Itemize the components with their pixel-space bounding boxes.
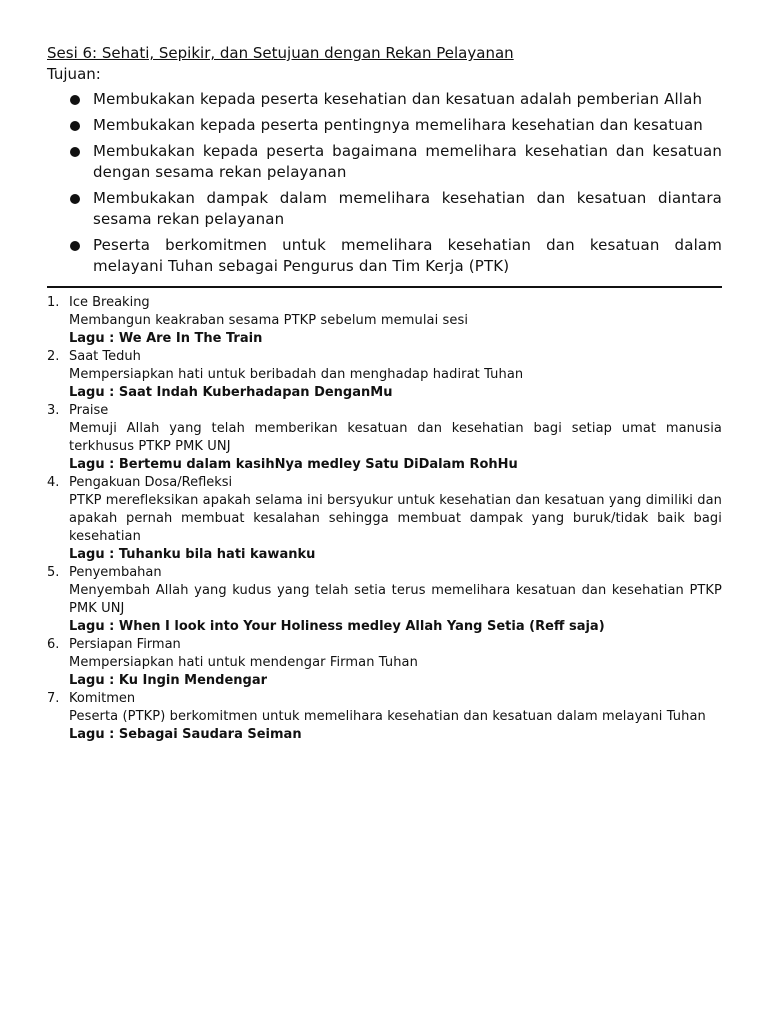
bullet-icon	[70, 194, 80, 204]
bullet-icon	[70, 95, 80, 105]
objective-text: Membukakan kepada peserta bagaimana memelihara kesehatian dan kesatuan dengan sesama rekan pelayanan	[93, 142, 722, 181]
section-divider	[47, 286, 722, 288]
objective-item	[47, 141, 722, 183]
objective-item	[47, 89, 722, 110]
objective-text: Membukakan kepada peserta kesehatian dan kesatuan adalah pemberian Allah	[93, 90, 703, 108]
bullet-icon	[70, 241, 80, 251]
agenda-item	[47, 474, 722, 564]
agenda-description: PTKP merefleksikan apakah selama ini bersyukur untuk kesehatian dan kesatuan yang dimiliki dan apakah pernah membuat kesalahan sehingga membuat dampak yang buruk/tidak baik bagi kesehatian	[69, 493, 722, 544]
document-page	[47, 43, 722, 744]
agenda-song: Lagu : We Are In The Train	[69, 331, 263, 346]
agenda-description: Membangun keakraban sesama PTKP sebelum memulai sesi	[69, 313, 469, 328]
agenda-number: 4.	[47, 475, 60, 490]
objective-item	[47, 188, 722, 230]
objective-text: Membukakan kepada peserta pentingnya memelihara kesehatian dan kesatuan	[93, 116, 703, 134]
agenda-song: Lagu : Saat Indah Kuberhadapan DenganMu	[69, 385, 393, 400]
agenda-description: Mempersiapkan hati untuk beribadah dan menghadap hadirat Tuhan	[69, 367, 524, 382]
agenda-heading: Saat Teduh	[69, 349, 141, 364]
agenda-song: Lagu : Sebagai Saudara Seiman	[69, 727, 302, 742]
objective-text: Membukakan dampak dalam memelihara kesehatian dan kesatuan diantara sesama rekan pelayanan	[93, 189, 722, 228]
agenda-description: Menyembah Allah yang kudus yang telah setia terus memelihara kesatuan dan kesehatian PTKP PMK UNJ	[69, 583, 722, 616]
agenda-heading: Penyembahan	[69, 565, 162, 580]
agenda-song: Lagu : Ku Ingin Mendengar	[69, 673, 268, 688]
agenda-item	[47, 564, 722, 636]
bullet-icon	[70, 147, 80, 157]
agenda-heading: Pengakuan Dosa/Refleksi	[69, 475, 233, 490]
agenda-item	[47, 690, 722, 744]
agenda-number: 1.	[47, 295, 60, 310]
agenda-description: Mempersiapkan hati untuk mendengar Firman Tuhan	[69, 655, 418, 670]
agenda-number: 5.	[47, 565, 60, 580]
agenda-item	[47, 402, 722, 474]
agenda-description: Peserta (PTKP) berkomitmen untuk memelihara kesehatian dan kesatuan dalam melayani Tuhan	[69, 709, 706, 724]
agenda-description: Memuji Allah yang telah memberikan kesatuan dan kesehatian bagi setiap umat manusia terkhusus PTKP PMK UNJ	[69, 421, 722, 454]
agenda-list	[47, 294, 722, 744]
agenda-item	[47, 294, 722, 348]
agenda-number: 3.	[47, 403, 60, 418]
agenda-heading: Komitmen	[69, 691, 136, 706]
agenda-item	[47, 348, 722, 402]
agenda-song: Lagu : When I look into Your Holiness medley Allah Yang Setia (Reff saja)	[69, 619, 605, 634]
objectives-list	[47, 89, 722, 277]
objective-text: Peserta berkomitmen untuk memelihara kesehatian dan kesatuan dalam melayani Tuhan sebagai Pengurus dan Tim Kerja (PTK)	[93, 236, 722, 275]
agenda-number: 6.	[47, 637, 60, 652]
agenda-number: 7.	[47, 691, 60, 706]
agenda-song: Lagu : Tuhanku bila hati kawanku	[69, 547, 316, 562]
agenda-heading: Persiapan Firman	[69, 637, 181, 652]
agenda-heading: Praise	[69, 403, 109, 418]
objectives-label: Tujuan:	[47, 65, 101, 83]
bullet-icon	[70, 121, 80, 131]
agenda-heading: Ice Breaking	[69, 295, 150, 310]
objective-item	[47, 115, 722, 136]
agenda-number: 2.	[47, 349, 60, 364]
session-title: Sesi 6: Sehati, Sepikir, dan Setujuan dengan Rekan Pelayanan	[47, 44, 514, 62]
objective-item	[47, 235, 722, 277]
agenda-item	[47, 636, 722, 690]
agenda-song: Lagu : Bertemu dalam kasihNya medley Satu DiDalam RohHu	[69, 457, 518, 472]
